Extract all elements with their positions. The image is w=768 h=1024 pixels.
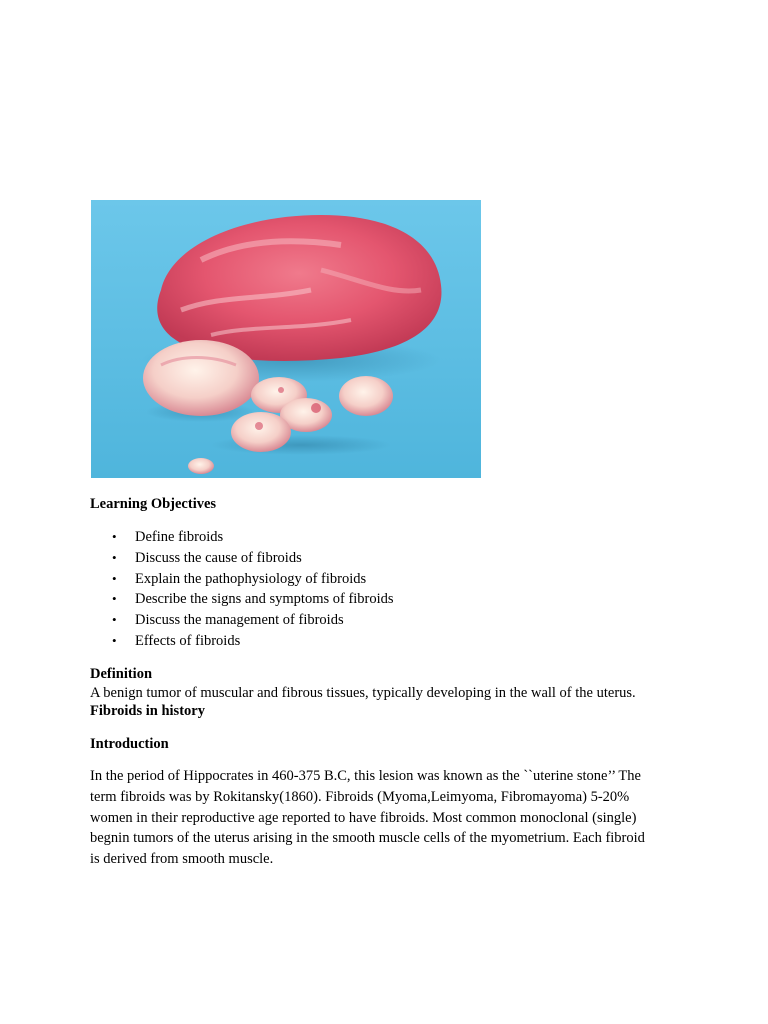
learning-objectives-heading: Learning Objectives bbox=[90, 496, 217, 512]
introduction-heading: Introduction bbox=[90, 736, 169, 752]
definition-heading: Definition bbox=[90, 666, 153, 682]
paragraph-line: In the period of Hippocrates in 460-375 B.C, this lesion was known as the ``uterine stone’’ The bbox=[90, 768, 641, 784]
list-item: • Describe the signs and symptoms of fibroids bbox=[90, 589, 394, 610]
bullet-icon: • bbox=[112, 632, 117, 648]
bullet-icon: • bbox=[112, 549, 117, 565]
list-item: • Discuss the management of fibroids bbox=[90, 610, 394, 631]
bullet-icon: • bbox=[112, 591, 117, 607]
list-item: • Discuss the cause of fibroids bbox=[90, 548, 394, 569]
bullet-icon: • bbox=[112, 570, 117, 586]
list-item: • Explain the pathophysiology of fibroids bbox=[90, 569, 394, 590]
paragraph-line: term fibroids was by Rokitansky(1860). Fibroids (Myoma,Leimyoma, Fibromayoma) 5-20% bbox=[90, 788, 630, 805]
fibroid-specimen-image bbox=[91, 200, 481, 478]
definition-text: A benign tumor of muscular and fibrous tissues, typically developing in the wall of the uterus. bbox=[90, 685, 636, 701]
list-item: • Define fibroids bbox=[90, 527, 394, 548]
learning-objectives-list bbox=[90, 527, 394, 652]
bullet-icon: • bbox=[112, 529, 117, 544]
fibroid-specimen-illustration bbox=[91, 200, 481, 478]
paragraph-line: women in their reproductive age reported to have fibroids. Most common monoclonal (single) bbox=[90, 809, 637, 826]
introduction-paragraph bbox=[90, 766, 680, 870]
paragraph-line: is derived from smooth muscle. bbox=[90, 851, 274, 868]
bullet-icon: • bbox=[112, 612, 117, 628]
paragraph-line: begnin tumors of the uterus arising in the smooth muscle cells of the myometrium. Each fibroid bbox=[90, 830, 645, 847]
history-heading: Fibroids in history bbox=[90, 703, 205, 719]
list-item: • Effects of fibroids bbox=[90, 631, 394, 652]
